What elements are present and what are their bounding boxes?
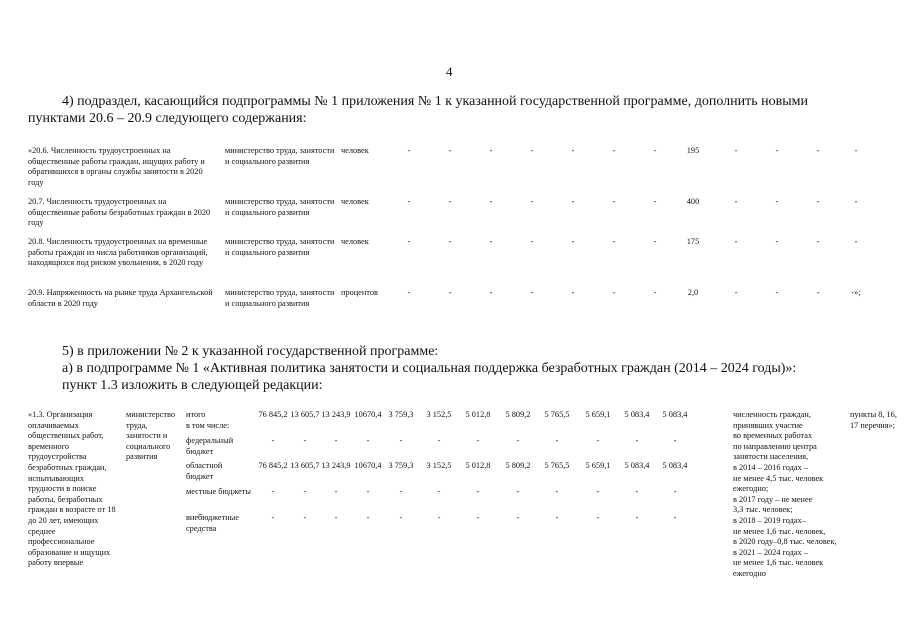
value-cell: -	[612, 197, 616, 206]
value-cell: -	[489, 288, 493, 297]
result-cell	[733, 410, 848, 580]
result-line: в 2017 году – не менее	[733, 494, 813, 504]
funding-value: 5 659,1	[585, 410, 611, 419]
funding-value: -	[476, 487, 480, 496]
value-cell: -	[816, 288, 820, 297]
indicator-name: «20.6. Численность трудоустроенных на общественные работы граждан, ищущих работу и обратившихся в органы службы занятости в 2020 году	[28, 146, 205, 187]
funding-value: 10670,4	[354, 410, 382, 419]
funding-value: 5 659,1	[585, 461, 611, 470]
funding-value: 13 605,7	[290, 461, 320, 470]
value-cell: -	[734, 237, 738, 246]
value-cell: -	[530, 146, 534, 155]
funding-value: -	[399, 436, 403, 445]
indicator-name: 20.8. Численность трудоустроенных на временные работы граждан из числа работников организаций, находящихся под риском увольнения, в 2020 году	[28, 237, 208, 268]
funding-value: -	[271, 487, 275, 496]
value-cell: -	[734, 197, 738, 206]
funding-value: -	[555, 487, 559, 496]
value-cell: -	[407, 197, 411, 206]
funding-value: 5 012,8	[465, 410, 491, 419]
intro-line-1: 4) подраздел, касающийся подпрограммы № 1 приложения № 1 к указанной государственной программе, дополнить новыми	[62, 94, 808, 109]
responsible-ministry: министерство труда, занятости и социального развития	[225, 197, 335, 217]
value-cell: -	[653, 197, 657, 206]
value-cell: -	[816, 197, 820, 206]
funding-source: местные бюджеты	[186, 487, 251, 496]
funding-source: областной бюджет	[186, 461, 223, 481]
responsible-ministry: министерство труда, занятости и социального развития	[225, 146, 335, 166]
funding-value: 13 605,7	[290, 410, 320, 419]
funding-source: в том числе:	[186, 421, 230, 430]
value-cell: -	[653, 146, 657, 155]
funding-value: 5 809,2	[505, 461, 531, 470]
funding-value: -	[596, 487, 600, 496]
value-cell: -»;	[851, 288, 861, 297]
funding-value: -	[399, 487, 403, 496]
funding-value: -	[437, 487, 441, 496]
result-line: во временных работах	[733, 431, 813, 441]
funding-value: -	[334, 487, 338, 496]
value-cell: -	[854, 197, 858, 206]
value-cell: -	[612, 237, 616, 246]
funding-value: -	[303, 436, 307, 445]
value-cell: -	[775, 237, 779, 246]
value-cell: -	[571, 146, 575, 155]
value-cell: -	[407, 146, 411, 155]
funding-value: 3 759,3	[388, 461, 414, 470]
link-cell: пункты 8, 16, 17 перечня»;	[850, 410, 897, 430]
funding-value: 5 809,2	[505, 410, 531, 419]
funding-value: -	[476, 513, 480, 522]
value-cell: -	[407, 237, 411, 246]
executor-cell: министерство труда, занятости и социального развития	[126, 410, 176, 462]
funding-value: 10670,4	[354, 461, 382, 470]
value-cell: -	[612, 288, 616, 297]
value-cell: -	[612, 146, 616, 155]
value-cell: -	[530, 237, 534, 246]
funding-value: -	[399, 513, 403, 522]
funding-value: 76 845,2	[258, 410, 288, 419]
funding-value: 13 243,9	[321, 461, 351, 470]
result-line: не менее 4,5 тыс. человек	[733, 473, 824, 483]
funding-value: -	[516, 436, 520, 445]
value-cell: -	[407, 288, 411, 297]
value-cell: -	[734, 146, 738, 155]
result-line: в 2014 – 2016 годах –	[733, 462, 808, 472]
funding-value: -	[366, 436, 370, 445]
funding-source: итого	[186, 410, 206, 419]
funding-source: федеральный бюджет	[186, 436, 234, 456]
page-number: 4	[446, 64, 453, 79]
value-cell: -	[734, 288, 738, 297]
funding-value: -	[271, 436, 275, 445]
result-line: в 2020 году–0,8 тыс. человек,	[733, 537, 837, 547]
measure-cell: «1.3. Организация оплачиваемых общественных работ, временного трудоустройства безработных граждан, испытывающих трудности в поиске работы, безработных граждан в возрасте от 18 до 20 лет, имеющих среднее профессиональное образование и ищущих работу впервые	[28, 410, 116, 568]
funding-value: -	[303, 487, 307, 496]
unit-cell: человек	[341, 146, 369, 155]
responsible-ministry: министерство труда, занятости и социального развития	[225, 237, 335, 257]
value-cell: -	[816, 146, 820, 155]
result-line: численность граждан,	[733, 410, 811, 419]
funding-value: -	[303, 513, 307, 522]
value-cell: -	[489, 146, 493, 155]
funding-value: -	[635, 436, 639, 445]
value-cell: -	[448, 288, 452, 297]
funding-value: -	[516, 487, 520, 496]
funding-value: 5 765,5	[544, 461, 570, 470]
funding-value: 3 152,5	[426, 410, 452, 419]
value-cell: -	[489, 237, 493, 246]
funding-source: внебюджетные средства	[186, 513, 239, 533]
result-line: принявших участие	[733, 420, 803, 430]
funding-value: 5 765,5	[544, 410, 570, 419]
funding-value: -	[366, 513, 370, 522]
result-line: занятости населения,	[733, 452, 809, 462]
value-cell: -	[489, 197, 493, 206]
value-cell: 2,0	[687, 288, 699, 297]
funding-value: 5 083,4	[662, 410, 688, 419]
funding-value: 3 152,5	[426, 461, 452, 470]
funding-value: -	[635, 487, 639, 496]
unit-cell: человек	[341, 197, 369, 206]
section5-line-3: пункт 1.3 изложить в следующей редакции:	[62, 378, 323, 393]
value-cell: -	[448, 197, 452, 206]
unit-cell: человек	[341, 237, 369, 246]
funding-value: -	[476, 436, 480, 445]
funding-value: 5 083,4	[662, 461, 688, 470]
result-line: не менее 1,6 тыс. человек	[733, 558, 824, 568]
funding-value: 5 012,8	[465, 461, 491, 470]
result-line: не менее 1,6 тыс. человек,	[733, 526, 826, 536]
value-cell: -	[571, 197, 575, 206]
value-cell: -	[854, 237, 858, 246]
value-cell: -	[775, 146, 779, 155]
section5-line-1: 5) в приложении № 2 к указанной государственной программе:	[62, 344, 439, 359]
funding-value: -	[271, 513, 275, 522]
funding-value: -	[555, 436, 559, 445]
value-cell: -	[530, 197, 534, 206]
funding-value: -	[596, 436, 600, 445]
result-line: 3,3 тыс. человек;	[733, 505, 793, 515]
value-cell: -	[775, 197, 779, 206]
funding-value: -	[516, 513, 520, 522]
value-cell: -	[775, 288, 779, 297]
funding-value: -	[437, 436, 441, 445]
value-cell: 195	[686, 146, 700, 155]
funding-value: -	[596, 513, 600, 522]
funding-value: 5 083,4	[624, 410, 650, 419]
value-cell: -	[530, 288, 534, 297]
value-cell: -	[653, 288, 657, 297]
funding-value: -	[635, 513, 639, 522]
value-cell: 400	[686, 197, 700, 206]
funding-value: 3 759,3	[388, 410, 414, 419]
value-cell: -	[854, 146, 858, 155]
section5-line-2: а) в подпрограмме № 1 «Активная политика занятости и социальная поддержка безработных граждан (2014 – 2024 годы)»:	[62, 361, 797, 376]
funding-value: 5 083,4	[624, 461, 650, 470]
funding-value: -	[437, 513, 441, 522]
indicator-name: 20.7. Численность трудоустроенных на общественные работы безработных граждан в 2020 году	[28, 197, 211, 228]
result-line: в 2018 – 2019 годах–	[733, 515, 806, 525]
funding-value: 13 243,9	[321, 410, 351, 419]
value-cell: -	[571, 288, 575, 297]
value-cell: -	[448, 237, 452, 246]
intro-line-2: пунктами 20.6 – 20.9 следующего содержания:	[28, 111, 307, 126]
indicator-name: 20.9. Напряженность на рынке труда Архангельской области в 2020 году	[28, 288, 213, 308]
unit-cell: процентов	[341, 288, 378, 297]
responsible-ministry: министерство труда, занятости и социального развития	[225, 288, 335, 308]
result-line: ежегодно	[733, 568, 766, 578]
result-line: в 2021 – 2024 годах –	[733, 547, 808, 557]
funding-value: -	[673, 513, 677, 522]
funding-value: -	[673, 487, 677, 496]
value-cell: -	[653, 237, 657, 246]
funding-value: 76 845,2	[258, 461, 288, 470]
value-cell: -	[571, 237, 575, 246]
result-line: по направлению центра	[733, 441, 817, 451]
funding-value: -	[334, 513, 338, 522]
funding-value: -	[555, 513, 559, 522]
funding-value: -	[366, 487, 370, 496]
result-line: ежегодно;	[733, 484, 769, 494]
value-cell: -	[816, 237, 820, 246]
funding-value: -	[334, 436, 338, 445]
value-cell: -	[448, 146, 452, 155]
funding-value: -	[673, 436, 677, 445]
value-cell: 175	[686, 237, 700, 246]
